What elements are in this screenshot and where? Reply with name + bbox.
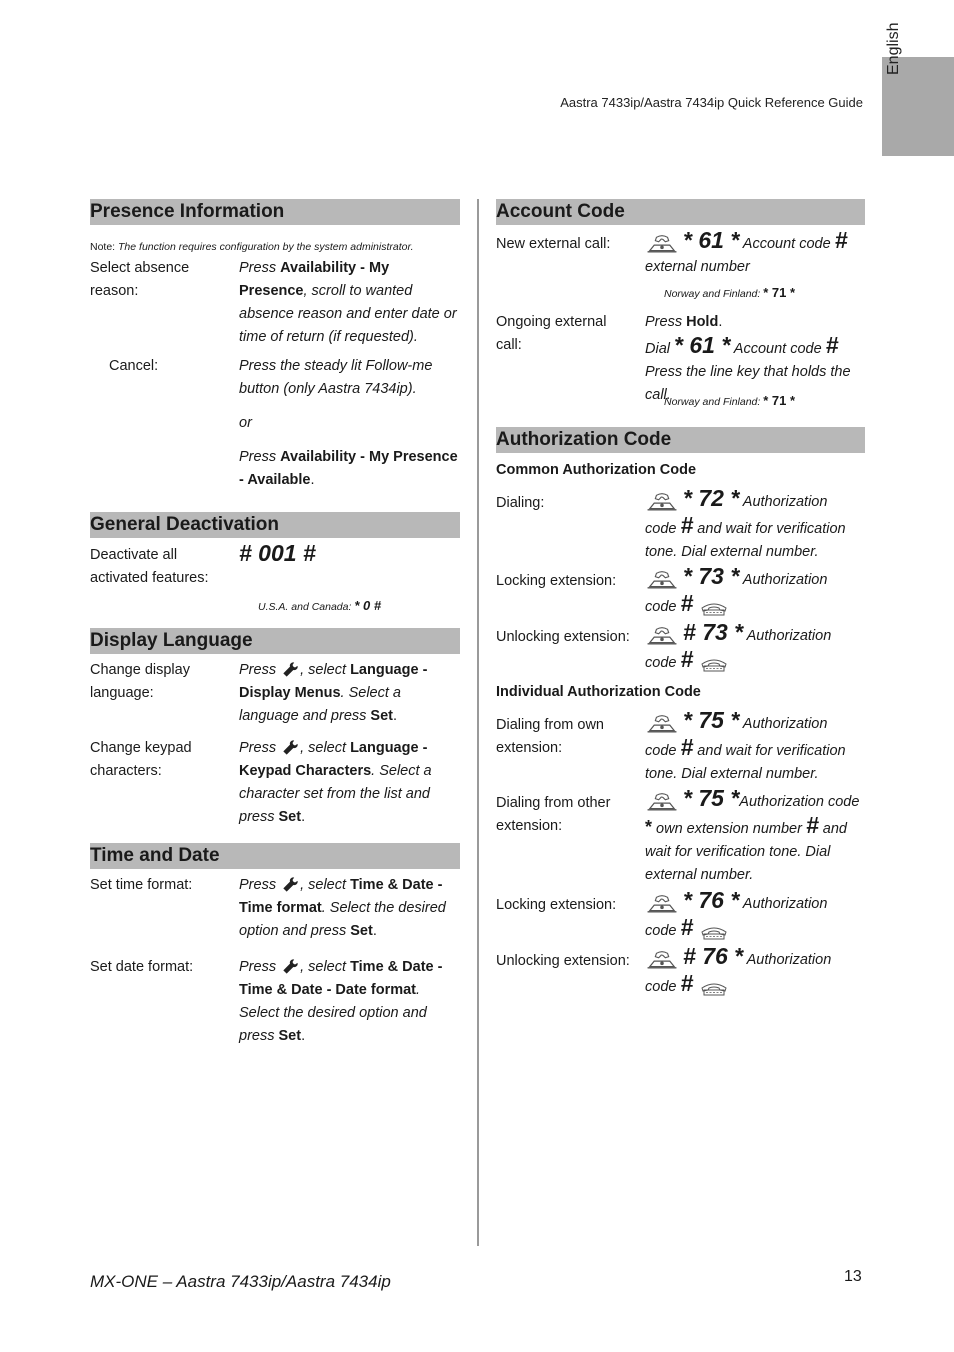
wrench-icon <box>280 875 300 895</box>
locking-extension-2-label: Locking extension: <box>496 897 617 913</box>
section-presence-header <box>90 199 460 225</box>
keypad-chars-label: Change keypad characters: <box>90 740 192 779</box>
phone-off-hook-icon <box>645 234 679 254</box>
date-format-label: Set date format: <box>90 959 194 975</box>
phone-off-hook-icon <box>645 626 679 646</box>
unlocking-extension-label: Unlocking extension: <box>496 629 630 645</box>
unlocking-extension-instruction: # 73 * Authorization code # <box>645 619 832 672</box>
cancel-label: Cancel: <box>109 358 159 374</box>
keypad-chars-instruction: Press , select Language - Keypad Characters. Select a character set from the list and press Set. <box>239 740 432 825</box>
ongoing-external-call-instruction: Press Hold. Dial * 61 * Account code # Press the line key that holds the call. <box>645 314 851 403</box>
display-lang-instruction: Press , select Language - Display Menus. Select a language and press Set. <box>239 662 428 724</box>
or-text: or <box>239 415 252 431</box>
phone-off-hook-icon <box>645 894 679 914</box>
section-account-header <box>496 199 865 225</box>
footer-product: MX-ONE – Aastra 7433ip/Aastra 7434ip <box>90 1272 391 1291</box>
section-title: Authorization Code <box>496 429 672 450</box>
guide-title: Aastra 7433ip/Aastra 7434ip Quick Reference Guide <box>560 95 863 110</box>
dialing-own-label: Dialing from own extension: <box>496 717 604 756</box>
wrench-icon <box>280 660 300 680</box>
section-title: General Deactivation <box>90 514 280 535</box>
dialing-other-instruction: * 75 *Authorization code * own extension number # and wait for verification tone. Dial external number. <box>645 785 860 883</box>
right-column <box>496 199 865 1001</box>
norway-note: Norway and Finland: * 71 * <box>664 285 796 300</box>
time-format-label: Set time format: <box>90 877 193 893</box>
display-lang-label: Change display language: <box>90 662 190 701</box>
section-general-header <box>90 512 460 538</box>
phone-off-hook-icon <box>645 950 679 970</box>
note-label: Note: <box>90 241 119 253</box>
phone-off-hook-icon <box>645 570 679 590</box>
section-display-header <box>90 628 460 654</box>
new-external-call-instruction: * 61 * Account code # external number <box>645 227 848 275</box>
phone-on-hook-icon <box>697 598 731 616</box>
section-title: Presence Information <box>90 201 285 222</box>
deactivate-code: # 001 # <box>239 540 316 566</box>
dialing-other-label: Dialing from other extension: <box>496 795 611 834</box>
locking-extension-instruction: * 73 * Authorization code # <box>645 563 828 616</box>
wrench-icon <box>280 738 300 758</box>
locking-extension-label: Locking extension: <box>496 573 617 589</box>
column-divider <box>477 199 479 1246</box>
section-title: Time and Date <box>90 845 220 866</box>
unlocking-extension-2-instruction: # 76 * Authorization code # <box>645 943 832 996</box>
norway-note: Norway and Finland: * 71 * <box>664 393 796 408</box>
phone-off-hook-icon <box>645 792 679 812</box>
phone-on-hook-icon <box>697 654 731 672</box>
available-instruction: Press Availability - My Presence - Available. <box>239 449 458 488</box>
ongoing-external-call-label: Ongoing external call: <box>496 314 607 353</box>
usa-note: U.S.A. and Canada: * 0 # <box>258 598 382 613</box>
deactivate-label: Deactivate all activated features: <box>90 547 209 586</box>
page-number: 13 <box>844 1268 862 1285</box>
language-tab <box>882 22 954 156</box>
locking-extension-2-instruction: * 76 * Authorization code # <box>645 887 828 940</box>
note-text: The function requires configuration by the system administrator. <box>118 241 414 253</box>
unlocking-extension-2-label: Unlocking extension: <box>496 953 630 969</box>
language-tab-label: English <box>885 22 902 76</box>
left-column <box>90 199 460 1048</box>
section-auth-header <box>496 427 865 453</box>
dialing-label: Dialing: <box>496 495 545 511</box>
date-format-instruction: Press , select Time & Date - Time & Date - Date format. Select the desired option and press Set. <box>239 959 443 1044</box>
section-title: Account Code <box>496 201 625 222</box>
dialing-own-instruction: * 75 * Authorization code # and wait for verification tone. Dial external number. <box>645 707 846 782</box>
individual-auth-title: Individual Authorization Code <box>496 684 701 700</box>
time-format-instruction: Press , select Time & Date - Time format. Select the desired option and press Set. <box>239 877 446 939</box>
phone-on-hook-icon <box>697 978 731 996</box>
cancel-instruction: Press the steady lit Follow-me button (only Aastra 7434ip). <box>239 358 433 397</box>
section-title: Display Language <box>90 630 253 651</box>
phone-on-hook-icon <box>697 922 731 940</box>
phone-off-hook-icon <box>645 492 679 512</box>
dialing-instruction: * 72 * Authorization code # and wait for verification tone. Dial external number. <box>645 485 846 560</box>
absence-label: Select absence reason: <box>90 260 190 299</box>
phone-off-hook-icon <box>645 714 679 734</box>
absence-instruction: Press Availability - My Presence, scroll to wanted absence reason and enter date or time of return (if requested). <box>239 260 457 345</box>
wrench-icon <box>280 957 300 977</box>
section-time-header <box>90 843 460 869</box>
new-external-call-label: New external call: <box>496 236 611 252</box>
common-auth-title: Common Authorization Code <box>496 462 697 478</box>
